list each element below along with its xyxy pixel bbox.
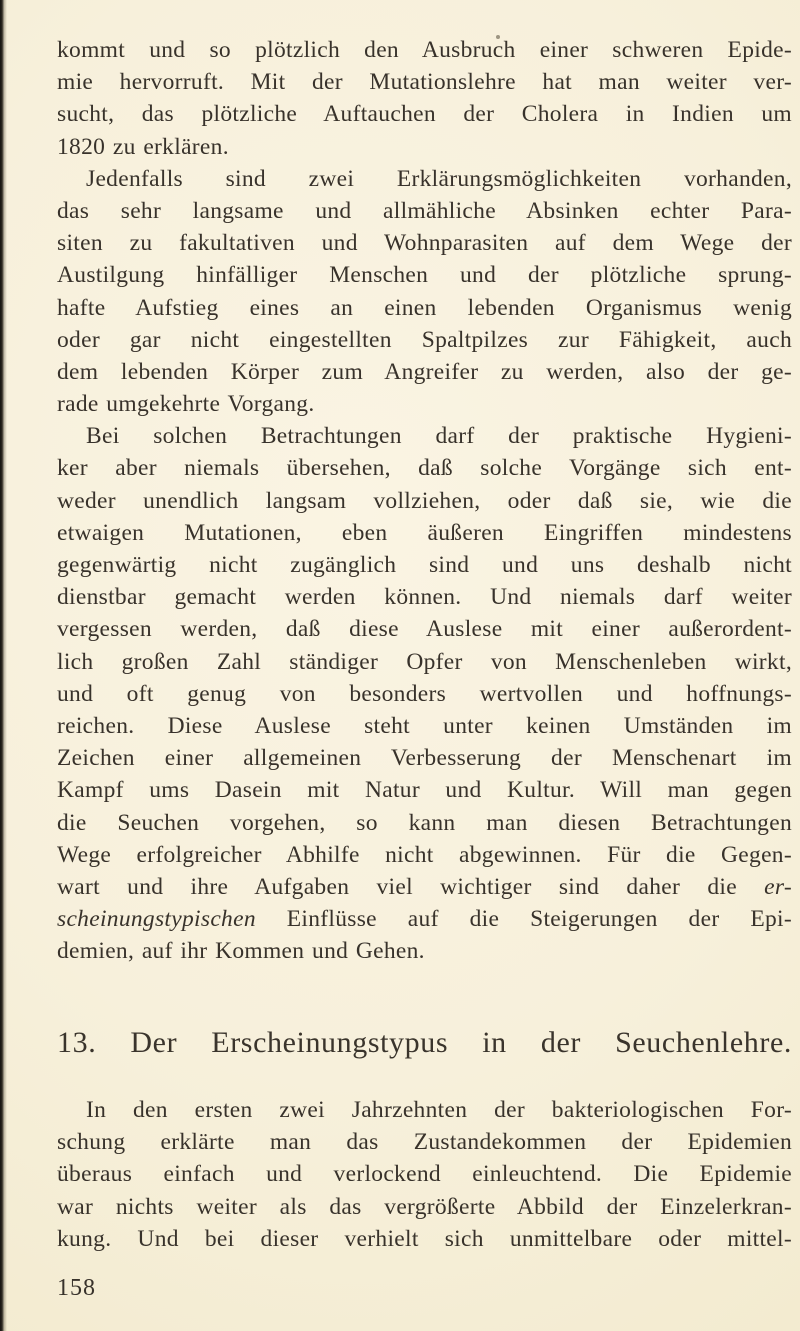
text-line (57, 259, 792, 291)
body-text-block (57, 34, 792, 967)
text-run: oder gar nicht eingestellten Spaltpilzes zur Fähigkeit, auch (57, 326, 792, 353)
text-line (57, 98, 792, 130)
text-line (57, 356, 792, 388)
text-run: In den ersten zwei Jahrzehnten der bakteriologischen For- (86, 1097, 792, 1123)
text-line (57, 549, 792, 581)
text-line (57, 1126, 792, 1158)
text-run: Bei solchen Betrachtungen darf der praktische Hygieni- (86, 423, 792, 450)
text-line (57, 163, 792, 195)
text-line (57, 292, 792, 324)
text-line (57, 195, 792, 227)
text-line (57, 420, 792, 452)
page-edge-shadow (0, 0, 7, 1331)
text-line (57, 131, 792, 163)
text-run: 1820 zu erklären. (57, 133, 229, 160)
text-run: hafte Aufstieg eines an einen lebenden Organismus wenig (57, 294, 792, 321)
text-line (57, 678, 792, 710)
text-run: etwaigen Mutationen, eben äußeren Eingriffen mindestens (57, 519, 792, 546)
text-run: Jedenfalls sind zwei Erklärungsmöglichkeiten vorhanden, (86, 165, 792, 192)
text-run: weder unendlich langsam vollziehen, oder daß sie, wie die (57, 487, 792, 514)
text-line (57, 227, 792, 259)
text-line (57, 34, 792, 66)
text-line (57, 1223, 792, 1255)
text-run: das sehr langsame und allmähliche Absinken echter Para- (57, 197, 792, 224)
text-run: und oft genug von besonders wertvollen und hoffnungs- (57, 680, 792, 707)
text-line (57, 452, 792, 484)
text-line (57, 903, 792, 935)
text-run: überaus einfach und verlockend einleuchtend. Die Epidemie (57, 1161, 792, 1188)
text-line (57, 66, 792, 98)
text-line (57, 839, 792, 871)
text-line (57, 517, 792, 549)
text-run: siten zu fakultativen und Wohnparasiten auf dem Wege der (57, 230, 792, 257)
text-line (57, 742, 792, 774)
text-line (57, 871, 792, 903)
text-run: ker aber niemals übersehen, daß solche Vorgänge sich ent- (57, 455, 792, 482)
section-text-block (57, 1094, 792, 1255)
text-run: Einflüsse auf die Steigerungen der Epi- (255, 906, 792, 933)
text-run: sucht, das plötzliche Auftauchen der Cholera in Indien um (57, 101, 792, 128)
text-line (57, 388, 792, 420)
text-run: war nichts weiter als das vergrößerte Abbild der Einzelerkran- (57, 1193, 792, 1220)
text-line (57, 613, 792, 645)
text-run: dienstbar gemacht werden können. Und niemals darf weiter (57, 584, 792, 611)
text-run: kung. Und bei dieser verhielt sich unmittelbare oder mittel- (57, 1225, 792, 1252)
text-run: Austilgung hinfälliger Menschen und der plötzliche sprung- (57, 262, 792, 289)
text-run: dem lebenden Körper zum Angreifer zu werden, also der ge- (57, 358, 792, 385)
text-run: die Seuchen vorgehen, so kann man diesen Betrachtungen (57, 809, 792, 836)
text-run: Wege erfolgreicher Abhilfe nicht abgewinnen. Für die Gegen- (57, 841, 792, 868)
text-run: schung erklärte man das Zustandekommen der Epidemien (57, 1129, 792, 1156)
text-line (57, 807, 792, 839)
text-run: wart und ihre Aufgaben viel wichtiger sind daher die (57, 873, 765, 900)
text-line (57, 1158, 792, 1190)
text-run: Kampf ums Dasein mit Natur und Kultur. Will man gegen (57, 777, 792, 804)
text-line (57, 710, 792, 742)
italic-text-run: scheinungstypischen (57, 906, 256, 933)
text-line (57, 774, 792, 806)
text-run: reichen. Diese Auslese steht unter keinen Umständen im (57, 712, 792, 739)
section-heading: 13. Der Erscheinungstypus in der Seuchenlehre. (57, 1026, 792, 1059)
text-line (57, 1191, 792, 1223)
text-line (57, 646, 792, 678)
text-run: vergessen werden, daß diese Auslese mit einer außerordent- (57, 616, 792, 643)
text-line (57, 935, 792, 967)
italic-text-run: er- (764, 873, 792, 900)
text-run: mie hervorruft. Mit der Mutationslehre hat man weiter ver- (57, 69, 792, 96)
text-run: Zeichen einer allgemeinen Verbesserung der Menschenart im (57, 745, 792, 772)
text-line (57, 581, 792, 613)
text-run: rade umgekehrte Vorgang. (57, 391, 315, 418)
text-run: gegenwärtig nicht zugänglich sind und uns deshalb nicht (57, 552, 792, 578)
text-line (57, 324, 792, 356)
page-number: 158 (57, 1275, 96, 1301)
text-run: demien, auf ihr Kommen und Gehen. (57, 938, 425, 965)
text-line (57, 485, 792, 517)
text-line (57, 1094, 792, 1126)
text-run: kommt und so plötzlich den Ausbruch einer schweren Epide- (57, 37, 792, 63)
text-run: lich großen Zahl ständiger Opfer von Menschenleben wirkt, (57, 648, 792, 675)
